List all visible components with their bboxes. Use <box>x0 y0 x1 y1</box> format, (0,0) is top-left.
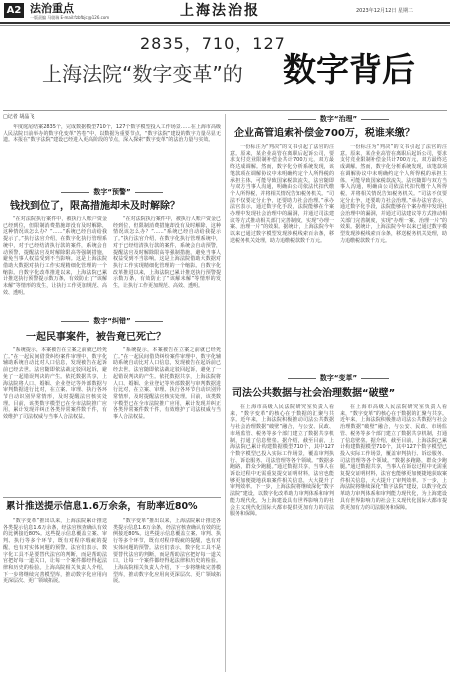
header-rule <box>0 22 450 24</box>
left-section3-headline: 累计推送提示信息1.6万余条，有助率近80% <box>6 501 198 512</box>
page-number-badge: A2 <box>4 3 24 18</box>
page-header <box>0 0 450 22</box>
left-section2-headline: 一起民事案件，被告竟已死亡？ <box>26 332 166 343</box>
headline-title-part2: 数字背后 <box>283 50 415 89</box>
headline-title-part1: 上海法院“数字变革”的 <box>42 62 243 86</box>
left-section3-divider <box>3 497 221 498</box>
left-section2-body-b: “系统提示，本案被告在立案之前就已经死亡。”在一起民间借贷纠纷案件审理中，数字化辅助系统自动比对人口信息，发现被告在起诉前已经去世。法官随即依法裁定驳回起诉，避免了一起错误判决的产生。依托数据共享，上海法院将人口、婚姻、企业登记等外部数据与审判数据进行比对，在立案、审理、执行各环节自动识别异常情形，及时提醒法官核实处理。目前，该类数字模型已在全市法院推广应用，累计发现并纠正各类异常案件数千件，有效维护了司法权威与当事人合法权益。 <box>113 347 221 421</box>
issue-date: 2023年12月12日 星期二 <box>356 8 414 14</box>
right-section1-body-b: 一份标注为“判决”的文书引起了法官的注意。原来，某企业高管在离职后起诉公司，要求支付竞业限制补偿金共计700万元，双方最终达成调解。然而，数字化分析系统发现，该笔款项在调解协议中未明确约定个人所得税的承担主体，可能导致国家税款流失。法官随即与双方当事人沟通，明确由公司依法代扣代缴个人所得税，并将相关情况告知税务机关。“司法不仅要定分止争，还要助力社会治理。”承办法官表示，通过数字化手段，法院能够在个案办理中发现社会治理中的漏洞，并通过司法建议等方式推动相关部门完善制度，实现“办理一案、治理一片”的效果。据统计，上海法院今年以来已通过数字模型发现涉税线索百余条，移送税务机关处理，助力追缴税款数千万元。 <box>340 144 447 244</box>
left-section3-body-b: “数字变革”推出以来，上海法院累计推送各类提示信息1.6万余条，经法官核查确认有效的比例接近80%。这些提示信息覆盖立案、审判、执行等多个环节，既有对程序瑕疵的提醒，也有对实体问题的预警。法官们表示，数字化工具不是要替代法官的判断，而是帮助法官把好每一道关口，让每一个案件都经得起法律和历史的检验。上海高院相关负责人介绍，下一步将继续完善模型库，推动数字化应用向更深层次、更广领域拓展。 <box>113 518 221 585</box>
newspaper-logo: 上海法治报 <box>180 3 260 19</box>
right-section1-headline: 企业高管追索补偿金700万，税谁来缴？ <box>234 128 415 139</box>
left-section3-body-a: “数字变革”推出以来，上海法院累计推送各类提示信息1.6万余条，经法官核查确认有效的比例接近80%。这些提示信息覆盖立案、审判、执行等多个环节，既有对程序瑕疵的提醒，也有对实体问题的预警。法官们表示，数字化工具不是要替代法官的判断，而是帮助法官把好每一道关口，让每一个案件都经得起法律和历史的检验。上海高院相关负责人介绍，下一步将继续完善模型库，推动数字化应用向更深层次、更广领域拓展。 <box>3 518 107 585</box>
header-rule-thin <box>0 25 450 26</box>
right-section2-headline: 司法公共数据与社会治理数据“破壁” <box>232 388 396 399</box>
headline-divider <box>3 110 447 111</box>
left-section2-label: 数字“纠错” <box>3 317 221 326</box>
left-section1-headline: 钱找到位了，限高措施却未及时解除？ <box>10 201 180 212</box>
section-name: 法治重点 <box>30 2 74 15</box>
right-section2-body-b: 在上海市高级人民法院研究室负责人看来，“数字变革”的核心在于数据的汇聚与共享。近年来，上海法院积极推动司法公共数据与社会治理数据“破壁”融合，与公安、民政、市场监管、税务等多个部门建立了数据共享机制，打通了信息壁垒。据介绍，截至目前，上海法院已累计构建数据模型710个，其中127个数字模型已投入实际工作场景，覆盖审判执行、诉讼服务、司法管理等各个领域。“数据多跑路，群众少跑腿。”通过数据共享，当事人在诉讼过程中无需重复提交证明材料，法官也能够更加便捷地获取案件相关信息，大大提升了审判效率。下一步，上海法院将继续深化“数字法院”建设，以数字化改革助力审判体系和审判能力现代化，为上海建设具有世界影响力的社会主义现代化国际大都市提供更加有力的司法服务和保障。 <box>340 404 447 511</box>
right-section2-body-a: 在上海市高级人民法院研究室负责人看来，“数字变革”的核心在于数据的汇聚与共享。近年来，上海法院积极推动司法公共数据与社会治理数据“破壁”融合，与公安、民政、市场监管、税务等多个部门建立了数据共享机制，打通了信息壁垒。据介绍，截至目前，上海法院已累计构建数据模型710个，其中127个数字模型已投入实际工作场景，覆盖审判执行、诉讼服务、司法管理等各个领域。“数据多跑路，群众少跑腿。”通过数据共享，当事人在诉讼过程中无需重复提交证明材料，法官也能够更加便捷地获取案件相关信息，大大提升了审判效率。下一步，上海法院将继续深化“数字法院”建设，以数字化改革助力审判体系和审判能力现代化，为上海建设具有世界影响力的社会主义现代化国际大都市提供更加有力的司法服务和保障。 <box>230 404 334 518</box>
left-section2-body-a: “系统提示，本案被告在立案之前就已经死亡。”在一起民间借贷纠纷案件审理中，数字化辅助系统自动比对人口信息，发现被告在起诉前已经去世。法官随即依法裁定驳回起诉，避免了一起错误判决的产生。依托数据共享，上海法院将人口、婚姻、企业登记等外部数据与审判数据进行比对，在立案、审理、执行各环节自动识别异常情形，及时提醒法官核实处理。目前，该类数字模型已在全市法院推广应用，累计发现并纠正各类异常案件数千件，有效维护了司法权威与当事人合法权益。 <box>3 347 107 421</box>
editor-info: 一版责编 马勍瑞 E-mail:fzbfbjc@126.com <box>30 15 110 20</box>
headline-numbers: 2835，710，127 <box>140 34 286 53</box>
left-section1-body-b: “在对法院执行案件中，被执行人账户资金已经到位，但限制消费措施却没有及时解除，这种情况该怎么办？”……“系统已经自动给我提示了。”执行法官介绍，在数字化执行管理系统中，对于已经结清执行款的案件，系统会自动预警，提醒法官及时解除限高等强制措施，避免当事人权益受到不当影响。这是上海法院借助大数据对执行工作实现精细化管理的一个缩影。自数字化改革推进以来，上海法院已累计推送执行预警提示数万条，有效防止了“该解未解”等情形的发生，让执行工作更加规范、高效、透明。 <box>113 216 221 290</box>
byline: □记者 胡晶飞 <box>3 114 35 120</box>
lead-paragraph: 年度庭尾结案2835个，完成数据模型710个，127个数字模型投入工作场景……在上海市高级人民法院日前举办的数字化变革“答卷”中，以数据为重要节点，“数字法院”建设的数字力量尽显无遗。本报在“数字法院”建设已经进入更高阶段的节点，深入探索“数字变革”的法治力量与实效。 <box>3 124 221 144</box>
right-section2-label: 数字“变革” <box>230 374 447 383</box>
left-section1-body-a: “在对法院执行案件中，被执行人账户资金已经到位，但限制消费措施却没有及时解除，这种情况该怎么办？”……“系统已经自动给我提示了。”执行法官介绍，在数字化执行管理系统中，对于已经结清执行款的案件，系统会自动预警，提醒法官及时解除限高等强制措施，避免当事人权益受到不当影响。这是上海法院借助大数据对执行工作实现精细化管理的一个缩影。自数字化改革推进以来，上海法院已累计推送执行预警提示数万条，有效防止了“该解未解”等情形的发生，让执行工作更加规范、高效、透明。 <box>3 216 107 296</box>
right-section1-label: 数字“治理” <box>230 115 447 124</box>
column-divider <box>225 114 226 672</box>
right-section1-body-a: 一份标注为“判决”的文书引起了法官的注意。原来，某企业高管在离职后起诉公司，要求支付竞业限制补偿金共计700万元，双方最终达成调解。然而，数字化分析系统发现，该笔款项在调解协议中未明确约定个人所得税的承担主体，可能导致国家税款流失。法官随即与双方当事人沟通，明确由公司依法代扣代缴个人所得税，并将相关情况告知税务机关。“司法不仅要定分止争，还要助力社会治理。”承办法官表示，通过数字化手段，法院能够在个案办理中发现社会治理中的漏洞，并通过司法建议等方式推动相关部门完善制度，实现“办理一案、治理一片”的效果。据统计，上海法院今年以来已通过数字模型发现涉税线索百余条，移送税务机关处理，助力追缴税款数千万元。 <box>230 144 334 244</box>
left-section1-label: 数字“预警” <box>3 188 221 197</box>
